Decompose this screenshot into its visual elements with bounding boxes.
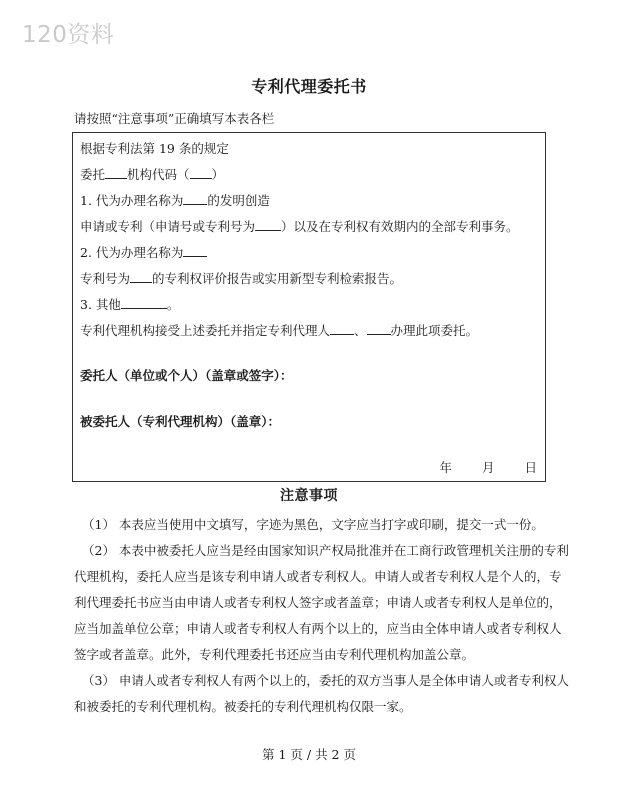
date-day: 日 bbox=[524, 460, 537, 475]
agency-code-close: ） bbox=[211, 167, 225, 182]
patent-number-suffix: 的专利权评价报告或实用新型专利检索报告。 bbox=[152, 271, 403, 286]
form-line-item-2 bbox=[80, 243, 207, 261]
invention-name-blank[interactable] bbox=[183, 192, 207, 205]
patent-number-label: 专利号为 bbox=[80, 271, 131, 286]
form-line-entrust bbox=[80, 165, 224, 183]
form-line-application bbox=[80, 217, 519, 235]
item2-label: 2. 代为办理名称为 bbox=[80, 245, 184, 260]
agent-1-blank[interactable] bbox=[330, 322, 354, 335]
agent-designation-suffix: 办理此项委托。 bbox=[390, 323, 479, 338]
date-line bbox=[425, 458, 537, 476]
note-line: （3） 申请人或者专利权人有两个以上的，委托的双方当事人是全体申请人或者专利权人 bbox=[82, 673, 569, 688]
agent-2-blank[interactable] bbox=[367, 322, 391, 335]
notes-title: 注意事项 bbox=[280, 488, 338, 504]
agency-code-label: 机构代码（ bbox=[127, 167, 190, 182]
note-line: 签字或者盖章。此外，专利代理委托书还应当由专利代理机构加盖公章。 bbox=[74, 647, 475, 662]
date-month: 月 bbox=[481, 460, 495, 475]
form-line-patent-number bbox=[80, 269, 402, 287]
note-line: 和被委托的专利代理机构。被委托的专利代理机构仅限一家。 bbox=[74, 699, 412, 714]
form-line-legal-basis bbox=[80, 139, 229, 157]
note-line: 应当加盖单位公章；申请人或者专利权人有两个以上的，应当由全体申请人或者专利权人 bbox=[74, 621, 562, 636]
entrust-blank[interactable] bbox=[105, 166, 127, 179]
agent-seal-label: 被委托人（专利代理机构）（盖章）： bbox=[80, 414, 281, 429]
agent-designation-label: 专利代理机构接受上述委托并指定专利代理人 bbox=[80, 323, 331, 338]
note-line: 利代理委托书应当由申请人或者专利权人签字或者盖章；申请人或者专利权人是单位的， bbox=[74, 595, 562, 610]
patent-number-blank[interactable] bbox=[130, 270, 152, 283]
application-number-blank[interactable] bbox=[255, 218, 281, 231]
other-blank[interactable] bbox=[121, 296, 167, 309]
note-line: 代理机构，委托人应当是该专利申请人或者专利权人。申请人或者专利权人是个人的，专 bbox=[74, 569, 562, 584]
principal-signature-label: 委托人（单位或个人）（盖章或签字）： bbox=[80, 368, 293, 383]
agency-code-blank[interactable] bbox=[190, 166, 212, 179]
authorization-form-box bbox=[72, 132, 546, 482]
form-line-agent-designation bbox=[80, 321, 478, 339]
item3-label: 3. 其他 bbox=[80, 297, 121, 312]
watermark-logo: 120资料 bbox=[22, 22, 115, 48]
page-number: 第 1 页 / 共 2 页 bbox=[262, 747, 356, 762]
item2-name-blank[interactable] bbox=[183, 244, 207, 257]
item1-suffix: 的发明创造 bbox=[207, 193, 270, 208]
application-label: 申请或专利（申请号或专利号为 bbox=[80, 219, 256, 234]
legal-basis-text: 根据专利法第 19 条的规定 bbox=[80, 141, 229, 156]
form-line-item-3 bbox=[80, 295, 179, 313]
instruction-text: 请按照“注意事项”正确填写本表各栏 bbox=[74, 111, 275, 126]
application-suffix: ）以及在专利权有效期内的全部专利事务。 bbox=[281, 219, 519, 234]
agent-separator: 、 bbox=[354, 323, 367, 338]
document-title: 专利代理委托书 bbox=[251, 77, 367, 96]
date-year: 年 bbox=[439, 460, 452, 475]
form-line-item-1 bbox=[80, 191, 270, 209]
item3-period: 。 bbox=[166, 297, 180, 312]
note-line: （2） 本表中被委托人应当是经由国家知识产权局批准并在工商行政管理机关注册的专利 bbox=[82, 543, 569, 558]
entrust-label: 委托 bbox=[80, 167, 106, 182]
note-line: （1） 本表应当使用中文填写，字迹为黑色，文字应当打字或印刷，提交一式一份。 bbox=[82, 517, 544, 532]
item1-label: 1. 代为办理名称为 bbox=[80, 193, 184, 208]
